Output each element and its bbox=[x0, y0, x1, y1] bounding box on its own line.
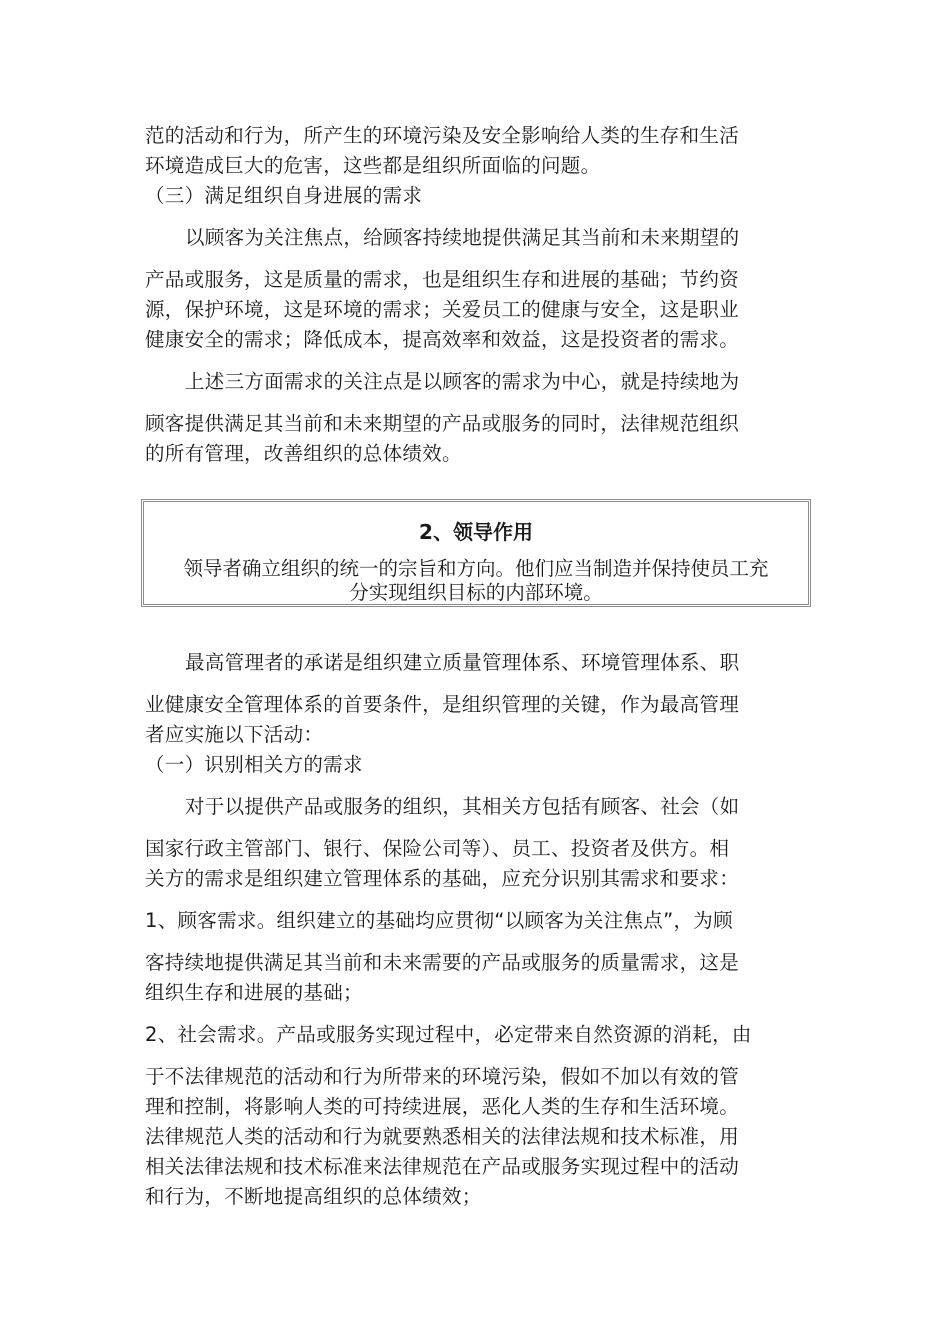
paragraph-line: 范的活动和行为，所产生的环境污染及安全影响给人类的生存和生活 bbox=[145, 124, 740, 147]
paragraph-line: 以顾客为关注焦点，给顾客持续地提供满足其当前和未来期望的 bbox=[185, 226, 740, 249]
list-item-line: 相关法律法规和技术标准来法律规范在产品或服务实现过程中的活动 bbox=[145, 1155, 740, 1178]
list-item-line: 于不法律规范的活动和行为所带来的环境污染，假如不加以有效的管 bbox=[145, 1065, 740, 1088]
paragraph-line: 国家行政主管部门、银行、保险公司等）、员工、投资者及供方。相 bbox=[145, 837, 730, 860]
list-item-line: 法律规范人类的活动和行为就要熟悉相关的法律法规和技术标准，用 bbox=[145, 1125, 740, 1148]
paragraph-line: 的所有管理，改善组织的总体绩效。 bbox=[145, 442, 462, 465]
box-text-line: 分实现组织目标的内部环境。 bbox=[349, 581, 603, 604]
section-heading: （一）识别相关方的需求 bbox=[145, 753, 363, 776]
list-item-line: 和行为，不断地提高组织的总体绩效； bbox=[145, 1185, 482, 1208]
paragraph-line: 关方的需求是组织建立管理体系的基础，应充分识别其需求和要求： bbox=[145, 867, 740, 890]
section-heading: （三）满足组织自身进展的需求 bbox=[145, 184, 423, 207]
paragraph-line: 上述三方面需求的关注点是以顾客的需求为中心，就是持续地为 bbox=[185, 370, 740, 393]
box-text-line: 领导者确立组织的统一的宗旨和方向。他们应当制造并保持使员工充 bbox=[183, 557, 769, 580]
list-item-line: 理和控制，将影响人类的可持续进展，恶化人类的生存和生活环境。 bbox=[145, 1095, 740, 1118]
list-item-line: 组织生存和进展的基础； bbox=[145, 981, 363, 1004]
paragraph-line: 对于以提供产品或服务的组织，其相关方包括有顾客、社会（如 bbox=[185, 795, 740, 818]
list-item-line: 客持续地提供满足其当前和未来需要的产品或服务的质量需求，这是 bbox=[145, 951, 740, 974]
principle-box bbox=[141, 499, 811, 607]
paragraph-line: 者应实施以下活动： bbox=[145, 723, 324, 746]
paragraph-line: 健康安全的需求；降低成本，提高效率和效益，这是投资者的需求。 bbox=[145, 328, 740, 351]
box-title: 2、领导作用 bbox=[419, 520, 533, 544]
paragraph-line: 产品或服务，这是质量的需求，也是组织生存和进展的基础；节约资 bbox=[145, 268, 740, 291]
paragraph-line: 环境造成巨大的危害，这些都是组织所面临的问题。 bbox=[145, 154, 601, 177]
paragraph-line: 顾客提供满足其当前和未来期望的产品或服务的同时，法律规范组织 bbox=[145, 412, 740, 435]
list-item-line: 2、社会需求。产品或服务实现过程中，必定带来自然资源的消耗，由 bbox=[145, 1023, 752, 1046]
list-item-line: 1、顾客需求。组织建立的基础均应贯彻“以顾客为关注焦点”，为顾 bbox=[145, 909, 733, 932]
paragraph-line: 最高管理者的承诺是组织建立质量管理体系、环境管理体系、职 bbox=[185, 651, 740, 674]
paragraph-line: 业健康安全管理体系的首要条件，是组织管理的关键，作为最高管理 bbox=[145, 693, 740, 716]
paragraph-line: 源，保护环境，这是环境的需求；关爱员工的健康与安全，这是职业 bbox=[145, 298, 740, 321]
